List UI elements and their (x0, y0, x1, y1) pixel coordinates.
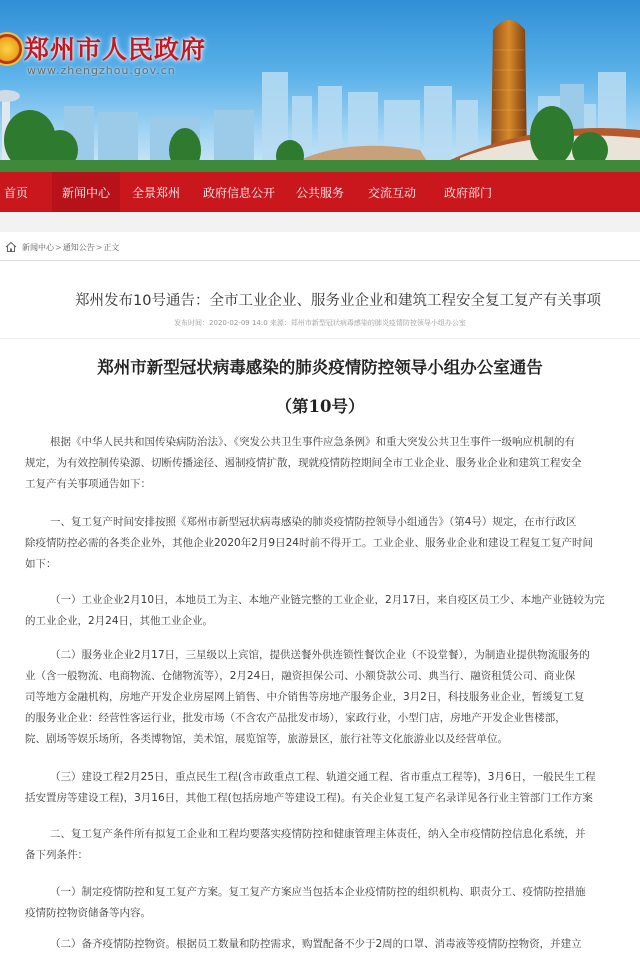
article-meta: 发布时间：2020-02-09 14:0 来源：郑州市新型冠状病毒感染的肺炎疫情防控领导小组办公室 (174, 319, 466, 327)
body-line: 除疫情防控必需的各类企业外，其他企业2020年2月9日24时前不得开工。工业企业、服务业企业和建设工程复工复产时间 (25, 537, 593, 549)
body-line: 司等地方金融机构，房地产开发企业房屋网上销售、中介销售等房地产服务企业，3月2日，科技服务业企业，暂缓复工复 (25, 691, 585, 703)
breadcrumb-notices[interactable]: 通知公告 (62, 242, 95, 252)
site-banner (0, 0, 640, 172)
divider (0, 260, 640, 261)
body-line: 的服务业企业：经营性客运行业，批发市场（不含农产品批发市场），家政行业，小型门店，房地产开发企业售楼部， (25, 712, 566, 724)
body-line: （一）制定疫情防控和复工复产方案。复工复产方案应当包括本企业疫情防控的组织机构、职责分工、疫情防控措施 (50, 886, 586, 898)
body-line: 括安置房等建设工程)，3月16日，其他工程(包括房地产等建设工程)。有关企业复工复产名录详见各行业主管部门工作方案 (25, 792, 593, 804)
body-line: 一、复工复产时间安排按照《郑州市新型冠状病毒感染的肺炎疫情防控领导小组通告》（第4号）规定，在市行政区 (50, 516, 577, 528)
body-line: 如下： (25, 558, 57, 570)
body-line: （二）服务业企业2月17日，三星级以上宾馆，提供送餐外供连锁性餐饮企业（不设堂餐），为制造业提供物流服务的 (50, 649, 590, 661)
nav-item-panorama[interactable]: 全景郑州 (131, 185, 180, 200)
breadcrumb-separator: > (95, 242, 103, 252)
nav-item-gov-info[interactable]: 政府信息公开 (202, 185, 275, 200)
document-number: （第10号） (275, 397, 365, 416)
body-line: 规定，为有效控制传染源、切断传播途径、遏制疫情扩散，现就疫情防控期间全市工业企业、服务业企业和建筑工程安全 (25, 457, 582, 469)
body-line: （三）建设工程2月25日，重点民生工程(含市政重点工程、轨道交通工程、省市重点工程等)，3月6日，一般民生工程 (50, 771, 596, 783)
site-url: www.zhengzhou.gov.cn (27, 64, 176, 77)
city-skyline-illustration (0, 0, 640, 172)
body-line: （二）备齐疫情防控物资。根据员工数量和防控需求，购置配备不少于2周的口罩、消毒液等疫情防控物资，并建立 (50, 938, 582, 950)
home-icon[interactable] (5, 241, 17, 253)
article-title: 郑州发布10号通告：全市工业企业、服务业企业和建筑工程安全复工复产有关事项 (75, 293, 601, 309)
breadcrumb-current: 正文 (103, 242, 120, 252)
breadcrumb (0, 236, 640, 258)
nav-item-news[interactable]: 新闻中心 (52, 172, 120, 212)
main-nav (0, 172, 640, 212)
body-line: 的工业企业，2月24日，其他工业企业。 (25, 615, 214, 627)
nav-item-departments[interactable]: 政府部门 (443, 185, 492, 200)
body-line: 业（含一般物流、电商物流、仓储物流等），2月24日，融资担保公司、小额贷款公司、典当行、融资租赁公司、商业保 (25, 670, 576, 682)
body-line: 根据《中华人民共和国传染病防治法》、《突发公共卫生事件应急条例》和重大突发公共卫生事件一级响应机制的有 (50, 436, 575, 448)
breadcrumb-separator: > (55, 242, 62, 252)
nav-divider-band (0, 212, 640, 232)
breadcrumb-news[interactable]: 新闻中心 (22, 242, 54, 252)
body-line: 疫情防控物资储备等内容。 (25, 907, 151, 919)
nav-item-interaction[interactable]: 交流互动 (367, 185, 416, 200)
document-title: 郑州市新型冠状病毒感染的肺炎疫情防控领导小组办公室通告 (97, 358, 543, 377)
body-line: （一）工业企业2月10日，本地员工为主、本地产业链完整的工业企业，2月17日，来自疫区员工少、本地产业链较为完 (50, 594, 605, 606)
nav-item-home[interactable]: 首页 (4, 185, 29, 200)
site-title[interactable]: 郑州市人民政府 (24, 35, 207, 64)
body-line: 工复产有关事项通告如下： (25, 478, 151, 490)
divider (0, 338, 640, 339)
body-line: 二、复工复产条件所有拟复工企业和工程均要落实疫情防控和健康管理主体责任，纳入全市疫情防控信息化系统，并 (50, 828, 586, 840)
nav-item-public-service[interactable]: 公共服务 (295, 185, 344, 200)
body-line: 院、剧场等娱乐场所，各类博物馆，美术馆，展览馆等，旅游景区，旅行社等文化旅游业以及经营单位。 (25, 733, 508, 745)
body-line: 备下列条件： (25, 849, 88, 861)
